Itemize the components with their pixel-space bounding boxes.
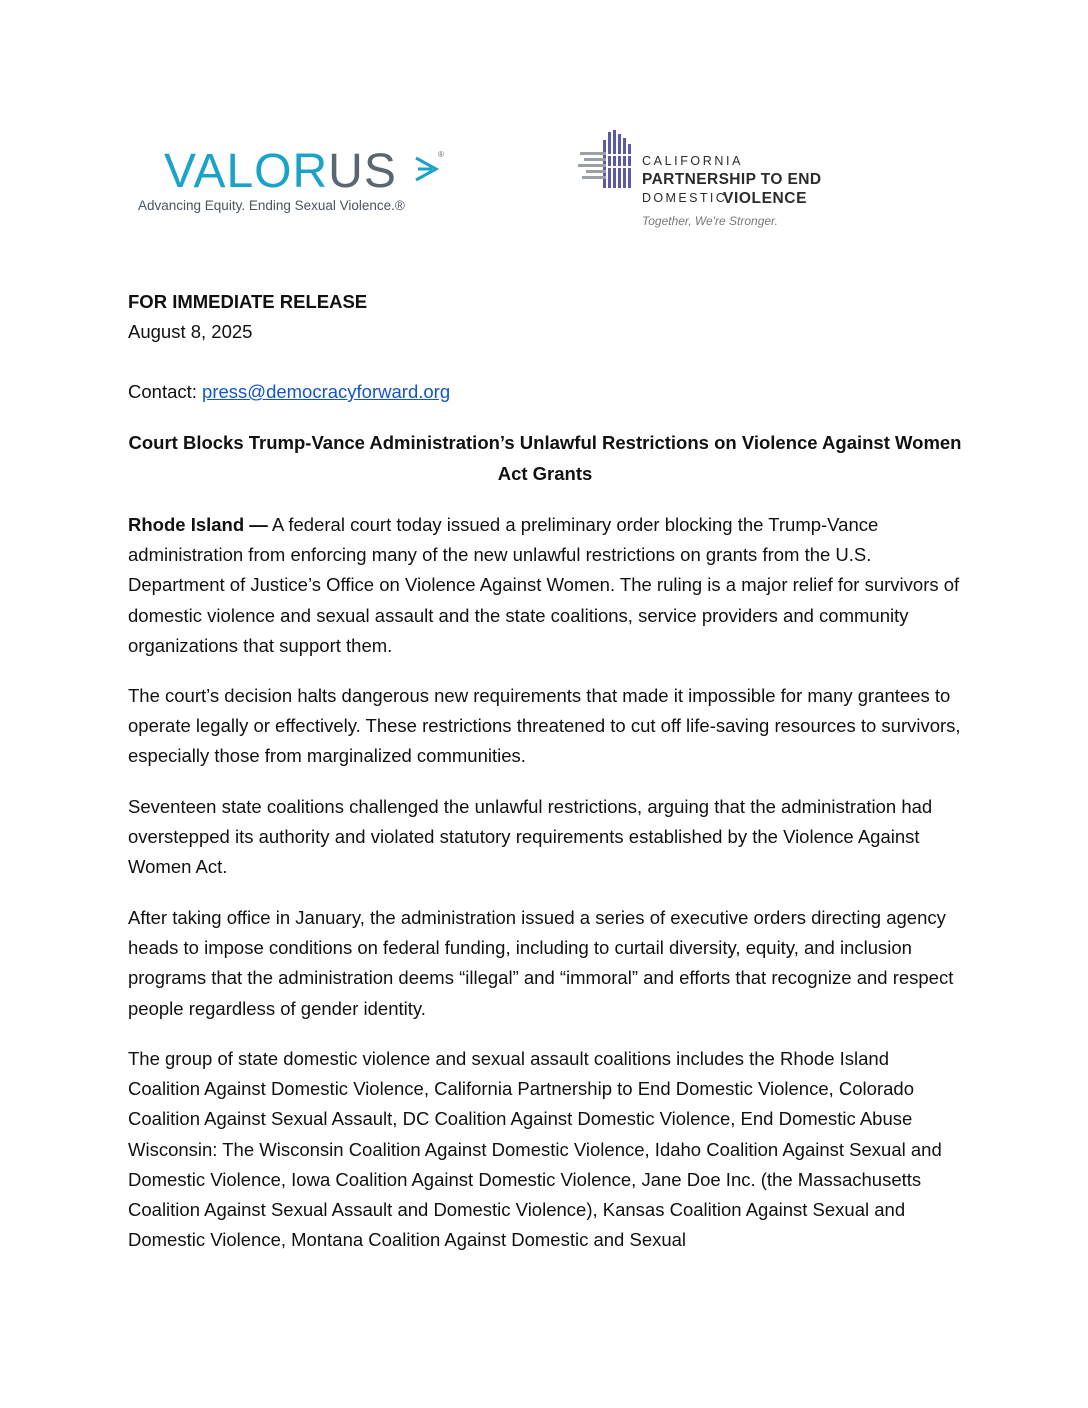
paragraph-1 bbox=[128, 510, 962, 661]
headline: Court Blocks Trump-Vance Administration’s Unlawful Restrictions on Violence Against Women Act Grants bbox=[128, 432, 962, 484]
paragraph-4: After taking office in January, the administration issued a series of executive orders directing agency heads to impose conditions on federal funding, including to curtail diversity, equity, and inclusion programs that the administration deems “illegal” and “immoral” and efforts that recognize and respect people regardless of gender identity. bbox=[128, 907, 954, 1019]
cpedv-tagline: Together, We're Stronger. bbox=[642, 214, 778, 228]
dateline: Rhode Island — bbox=[128, 514, 268, 535]
release-date: August 8, 2025 bbox=[128, 321, 253, 342]
chevron-mark-icon bbox=[414, 154, 440, 184]
paragraph-2: The court’s decision halts dangerous new requirements that made it impossible for many grantees to operate legally or effectively. These restrictions threatened to cut off life-saving resources to survivors, especially those from marginalized communities. bbox=[128, 685, 961, 767]
cpedv-line-domestic: DOMESTIC bbox=[642, 191, 728, 205]
valorus-wordmark bbox=[164, 145, 397, 198]
contact-label: Contact: bbox=[128, 381, 203, 402]
paragraph-3: Seventeen state coalitions challenged the unlawful restrictions, arguing that the administration had overstepped its authority and violated statutory requirements established by the Violence Against Women Act. bbox=[128, 796, 933, 878]
paragraph-5: The group of state domestic violence and sexual assault coalitions includes the Rhode Island Coalition Against Domestic Violence, California Partnership to End Domestic Violence, Colorado Coalition Against Sexual Assault, DC Coalition Against Domestic Violence, End Domestic Abuse Wisconsin: The Wisconsin Coalition Against Domestic Violence, Idaho Coalition Against Sexual and Domestic Violence, Iowa Coalition Against Domestic Violence, Jane Doe Inc. (the Massachusetts Coalition Against Sexual Assault and Domestic Violence), Kansas Coalition Against Sexual and Domestic Violence, Montana Coalition Against Domestic and Sexual bbox=[128, 1048, 942, 1251]
valorus-tagline: Advancing Equity. Ending Sexual Violence.® bbox=[138, 198, 405, 213]
valorus-logo bbox=[138, 145, 458, 218]
paragraph-1-text: A federal court today issued a preliminary order blocking the Trump-Vance administration from enforcing many of the new unlawful restrictions on grants from the U.S. Department of Justice’s Office on Violence Against Women. The ruling is a major relief for survivors of domestic violence and sexual assault and the state coalitions, service providers and community organizations that support them. bbox=[128, 514, 960, 656]
hands-mark-icon bbox=[578, 128, 638, 190]
release-label: FOR IMMEDIATE RELEASE bbox=[128, 291, 368, 312]
valorus-word-secondary: US bbox=[328, 145, 397, 198]
cpedv-logo bbox=[578, 128, 878, 232]
cpedv-line-violence: VIOLENCE bbox=[723, 190, 808, 207]
valorus-word-primary: VALOR bbox=[164, 145, 329, 198]
contact-line bbox=[128, 377, 962, 407]
contact-email-link[interactable]: press@democracyforward.org bbox=[202, 381, 451, 402]
cpedv-line-california: CALIFORNIA bbox=[642, 154, 744, 168]
valorus-registered-mark: ® bbox=[438, 150, 444, 159]
cpedv-line-partnership: PARTNERSHIP TO END bbox=[642, 171, 822, 188]
